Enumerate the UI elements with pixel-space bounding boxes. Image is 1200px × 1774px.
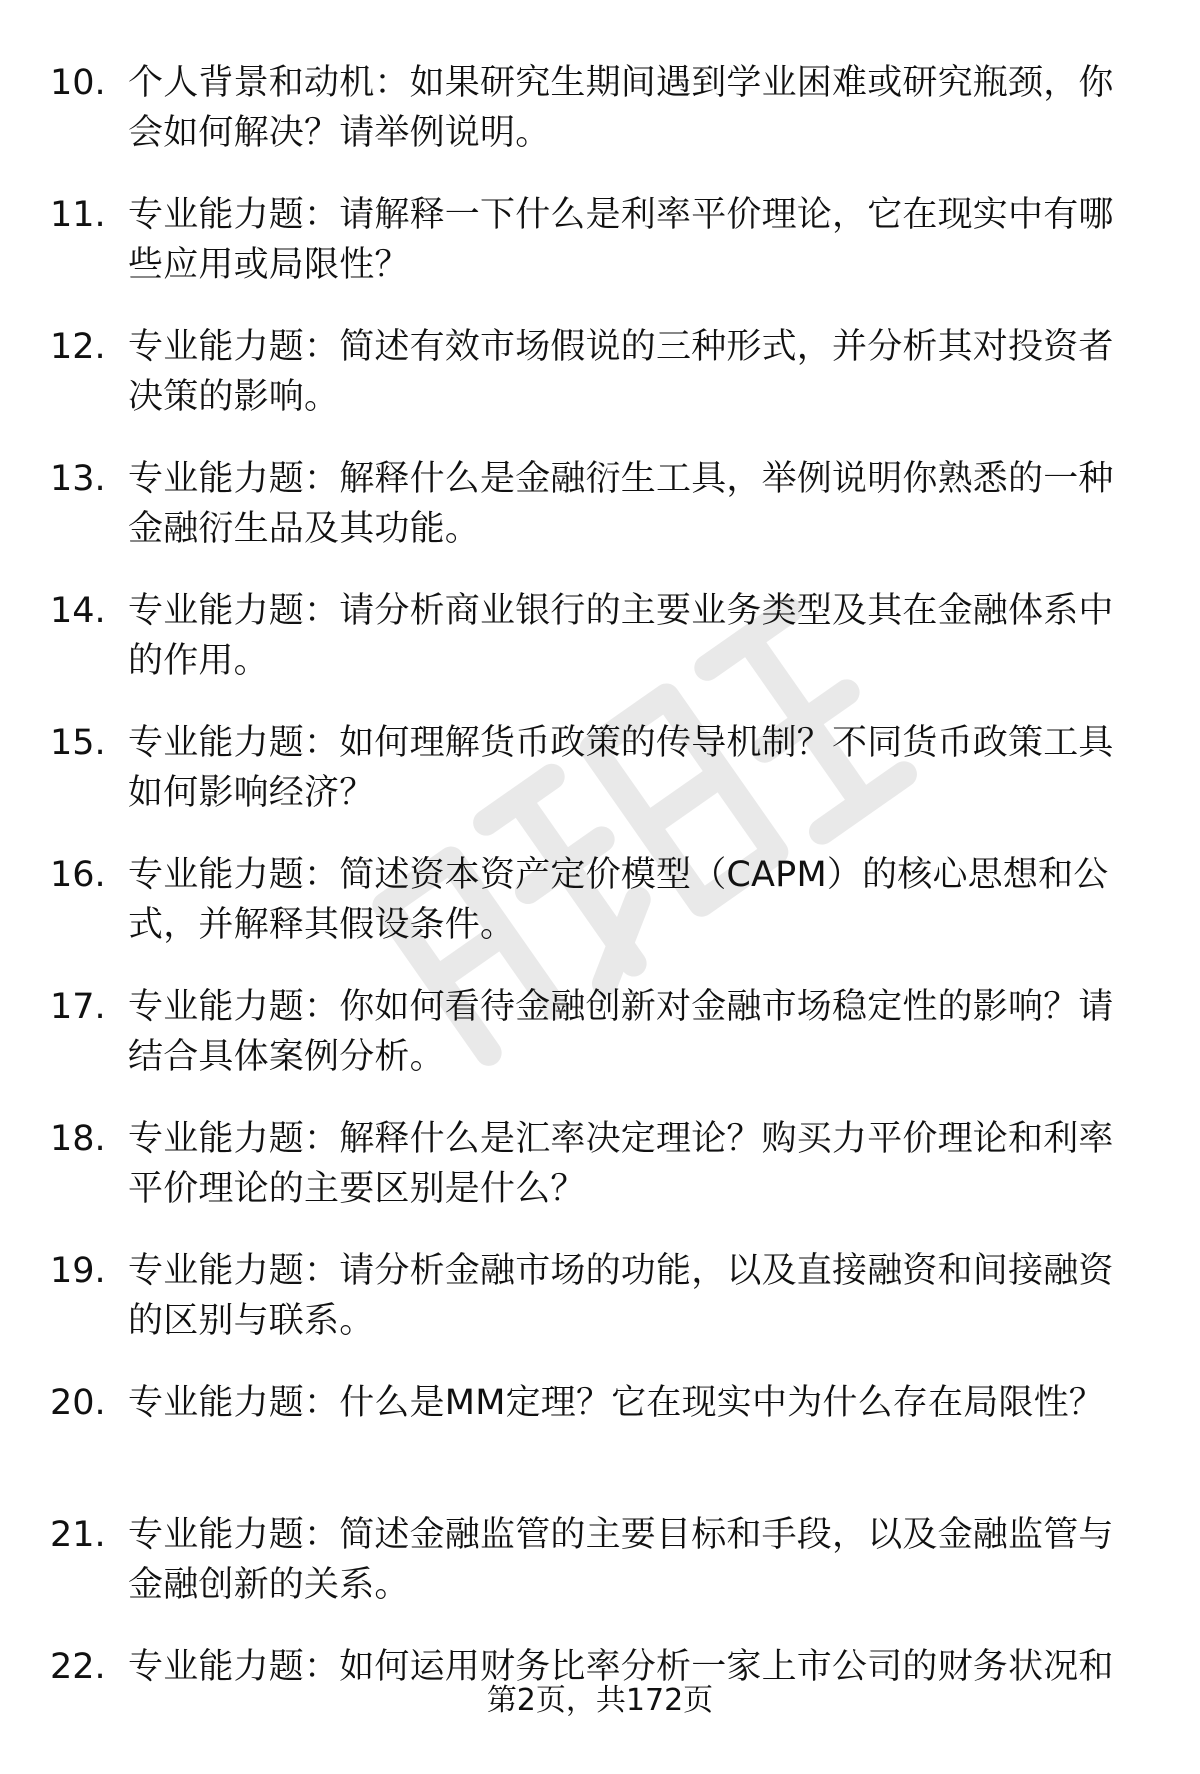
question-number: 22. bbox=[50, 1647, 106, 1687]
question-number: 14. bbox=[50, 591, 106, 631]
question-text: 专业能力题：什么是MM定理？它在现实中为什么存在局限性？ bbox=[128, 1383, 1104, 1423]
question-text: 专业能力题：解释什么是金融衍生工具，举例说明你熟悉的一种金融衍生品及其功能。 bbox=[128, 459, 1114, 549]
question-number: 18. bbox=[50, 1119, 106, 1159]
question-number: 13. bbox=[50, 459, 106, 499]
question-text: 专业能力题：简述有效市场假说的三种形式，并分析其对投资者决策的影响。 bbox=[128, 327, 1114, 417]
question-number: 15. bbox=[50, 723, 106, 763]
question-item bbox=[0, 1114, 1200, 1246]
question-item bbox=[0, 1378, 1200, 1510]
question-text: 专业能力题：请分析金融市场的功能，以及直接融资和间接融资的区别与联系。 bbox=[128, 1251, 1114, 1341]
question-item bbox=[0, 718, 1200, 850]
question-number: 20. bbox=[50, 1383, 106, 1423]
question-number: 10. bbox=[50, 63, 106, 103]
question-number: 21. bbox=[50, 1515, 106, 1555]
question-item bbox=[0, 1246, 1200, 1378]
question-text: 专业能力题：简述金融监管的主要目标和手段，以及金融监管与金融创新的关系。 bbox=[128, 1515, 1114, 1605]
question-text: 专业能力题：简述资本资产定价模型（CAPM）的核心思想和公式，并解释其假设条件。 bbox=[128, 855, 1109, 945]
question-number: 17. bbox=[50, 987, 106, 1027]
question-item bbox=[0, 850, 1200, 982]
question-item bbox=[0, 322, 1200, 454]
question-text: 专业能力题：请解释一下什么是利率平价理论，它在现实中有哪些应用或局限性？ bbox=[128, 195, 1114, 285]
question-text: 专业能力题：你如何看待金融创新对金融市场稳定性的影响？请结合具体案例分析。 bbox=[128, 987, 1114, 1077]
question-number: 16. bbox=[50, 855, 106, 895]
question-item bbox=[0, 190, 1200, 322]
question-number: 11. bbox=[50, 195, 106, 235]
question-text: 专业能力题：如何理解货币政策的传导机制？不同货币政策工具如何影响经济？ bbox=[128, 723, 1114, 813]
question-text: 专业能力题：如何运用财务比率分析一家上市公司的财务状况和 bbox=[128, 1647, 1114, 1687]
question-item bbox=[0, 586, 1200, 718]
question-item bbox=[0, 454, 1200, 586]
question-number: 19. bbox=[50, 1251, 106, 1291]
question-text: 个人背景和动机：如果研究生期间遇到学业困难或研究瓶颈，你会如何解决？请举例说明。 bbox=[128, 63, 1114, 153]
question-number: 12. bbox=[50, 327, 106, 367]
question-text: 专业能力题：请分析商业银行的主要业务类型及其在金融体系中的作用。 bbox=[128, 591, 1114, 681]
page-footer: 第2页，共172页 bbox=[486, 1683, 714, 1718]
question-item bbox=[0, 58, 1200, 190]
question-list bbox=[0, 58, 1200, 1774]
question-text: 专业能力题：解释什么是汇率决定理论？购买力平价理论和利率平价理论的主要区别是什么？ bbox=[128, 1119, 1114, 1209]
question-item bbox=[0, 1510, 1200, 1642]
question-item bbox=[0, 982, 1200, 1114]
